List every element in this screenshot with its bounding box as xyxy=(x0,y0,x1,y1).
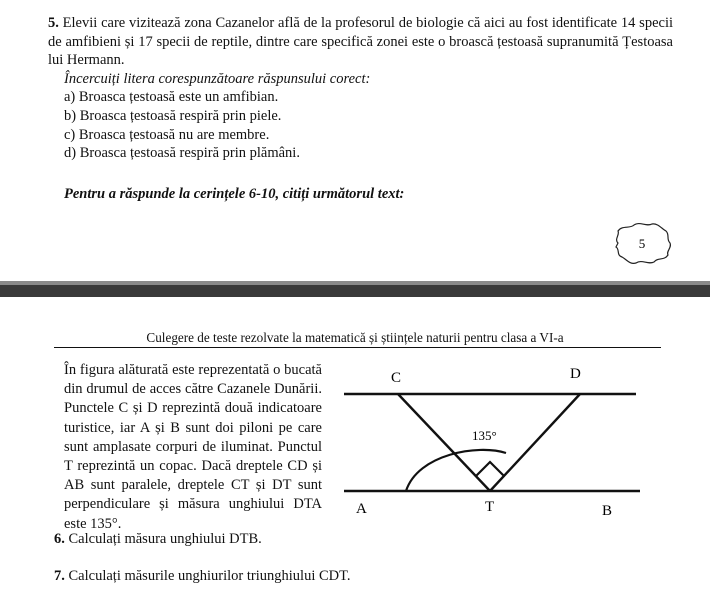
angle-label: 135° xyxy=(472,428,497,443)
option-b[interactable]: b) Broasca țestoasă respiră prin piele. xyxy=(64,107,282,124)
option-d[interactable]: d) Broasca țestoasă respiră prin plămâni. xyxy=(64,145,300,162)
question-6 xyxy=(54,531,262,548)
lead-text: Pentru a răspunde la cerințele 6-10, citiți următorul text: xyxy=(64,186,405,202)
label-a: A xyxy=(356,501,367,517)
problem-text-block xyxy=(64,361,322,534)
right-angle-mark xyxy=(476,462,504,476)
option-a[interactable]: a) Broasca țestoasă este un amfibian. xyxy=(64,89,279,106)
page-number: 5 xyxy=(638,236,646,251)
question-7-number: 7. xyxy=(54,568,65,584)
question-6-text: Calculați măsura unghiului DTB. xyxy=(68,531,262,547)
question-5 xyxy=(48,14,673,163)
question-6-number: 6. xyxy=(54,531,65,547)
label-t: T xyxy=(485,499,495,515)
question-5-number: 5. xyxy=(48,15,59,31)
option-c[interactable]: c) Broasca țestoasă nu are membre. xyxy=(64,126,270,143)
label-b: B xyxy=(602,503,613,519)
page-divider xyxy=(0,285,710,297)
problem-text: În figura alăturată este reprezentată o bucată din drumul de acces către Cazanele Dunării. Punctele C și D reprezintă două indicatoare turistice, iar A și B sunt doi piloni pe care sunt amplasate corpuri de iluminat. Punctul T reprezintă un copac. Dacă dreptele CD și AB sunt paralele, dreptele CT și DT sunt perpendiculare și măsura unghiului DTA este 135°. xyxy=(64,362,322,532)
question-5-text: Elevii care vizitează zona Cazanelor află de la profesorul de biologie că aici au fost identificate 14 specii de amfibieni și 17 specii de reptile, dintre care specifică zonei este o broască țestoasă supranumită Țestoasa lui Hermann. xyxy=(48,15,674,69)
header-rule xyxy=(54,347,661,348)
label-d: D xyxy=(570,366,581,382)
question-7 xyxy=(54,568,351,585)
geometry-figure xyxy=(338,358,648,523)
question-5-instruction: Încercuiți litera corespunzătoare răspunsului corect: xyxy=(64,70,371,87)
page-number-badge xyxy=(612,221,672,265)
question-7-text: Calculați măsurile unghiurilor triunghiului CDT. xyxy=(68,568,351,584)
running-header: Culegere de teste rezolvate la matematică și științele naturii pentru clasa a VI-a xyxy=(146,330,564,345)
question-5-stem xyxy=(48,14,673,70)
label-c: C xyxy=(391,370,402,386)
